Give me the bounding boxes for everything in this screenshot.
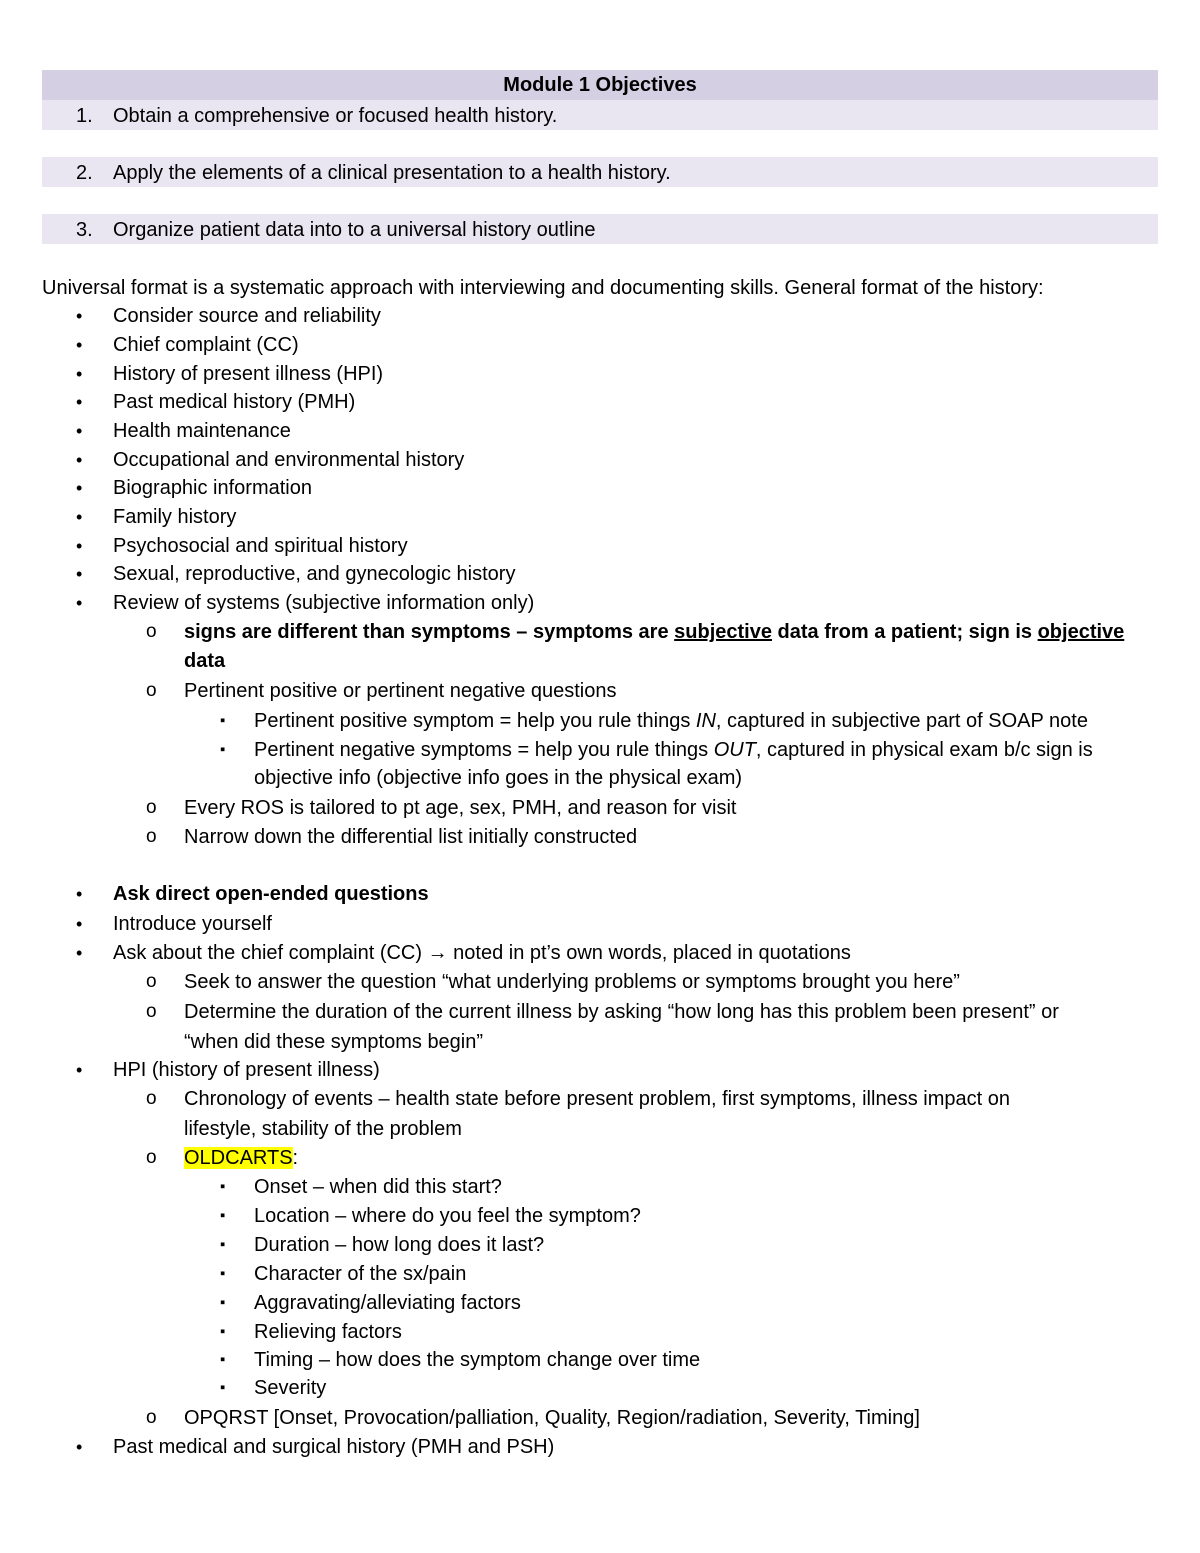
oldcarts-highlight: OLDCARTS xyxy=(184,1147,293,1169)
text-run: Pertinent positive symptom = help you rule things xyxy=(254,710,696,732)
sub-bullet-marker: o xyxy=(146,826,157,847)
arrow-right-icon: → xyxy=(427,942,448,964)
duration-item: Determine the duration of the current illness by asking “how long has this problem been present” or xyxy=(184,1001,1059,1023)
bullet-marker: • xyxy=(76,1060,83,1080)
oldcarts-subitem: Location – where do you feel the symptom? xyxy=(254,1205,641,1227)
bullet-marker: • xyxy=(76,943,83,963)
sub-bullet-marker: o xyxy=(146,680,157,701)
introduce-item: Introduce yourself xyxy=(113,913,272,935)
chronology-item: Chronology of events – health state before present problem, first symptoms, illness impact on xyxy=(184,1088,1010,1110)
text-run: Ask about the chief complaint (CC) xyxy=(113,942,428,964)
square-bullet-marker: ▪ xyxy=(220,1351,226,1368)
pertinent-questions-item: Pertinent positive or pertinent negative questions xyxy=(184,680,617,702)
oldcarts-subitem: Duration – how long does it last? xyxy=(254,1234,545,1256)
objective-text: Organize patient data into to a universal history outline xyxy=(113,219,596,241)
sub-bullet-marker: o xyxy=(146,1407,157,1428)
title-bar xyxy=(42,70,1158,100)
signs-vs-symptoms-continuation: data xyxy=(184,650,226,672)
bullet-marker: • xyxy=(76,536,83,556)
chronology-continuation: lifestyle, stability of the problem xyxy=(184,1118,462,1140)
format-item: Psychosocial and spiritual history xyxy=(113,535,408,557)
square-bullet-marker: ▪ xyxy=(220,1236,226,1253)
objective-text: Apply the elements of a clinical presentation to a health history. xyxy=(113,162,671,184)
format-item: Chief complaint (CC) xyxy=(113,334,299,356)
text-run: signs are different than symptoms – symptoms are xyxy=(184,621,675,643)
square-bullet-marker: ▪ xyxy=(220,712,226,729)
square-bullet-marker: ▪ xyxy=(220,1178,226,1195)
sub-bullet-marker: o xyxy=(146,797,157,818)
text-run: : xyxy=(292,1147,299,1169)
bullet-marker: • xyxy=(76,421,83,441)
oldcarts-subitem: Severity xyxy=(254,1377,327,1399)
sub-bullet-marker: o xyxy=(146,1088,157,1109)
objective-number: 2. xyxy=(76,162,93,184)
ask-direct-item: Ask direct open-ended questions xyxy=(113,883,429,905)
signs-vs-symptoms-line xyxy=(184,619,1124,645)
bullet-marker: • xyxy=(76,507,83,527)
underlined-text: objective xyxy=(1037,621,1125,643)
bullet-marker: • xyxy=(76,593,83,613)
bullet-marker: • xyxy=(76,450,83,470)
format-item: Sexual, reproductive, and gynecologic history xyxy=(113,563,516,585)
oldcarts-subitem: Onset – when did this start? xyxy=(254,1176,502,1198)
square-bullet-marker: ▪ xyxy=(220,1379,226,1396)
underlined-text: subjective xyxy=(674,621,772,643)
format-item: Family history xyxy=(113,506,237,528)
italic-text: OUT xyxy=(713,739,756,761)
square-bullet-marker: ▪ xyxy=(220,1207,226,1224)
square-bullet-marker: ▪ xyxy=(220,741,226,758)
objective-number: 3. xyxy=(76,219,93,241)
format-item: Biographic information xyxy=(113,477,312,499)
sub-bullet-marker: o xyxy=(146,1147,157,1168)
text-run: , captured in physical exam b/c sign is xyxy=(755,739,1093,761)
sub-bullet-marker: o xyxy=(146,621,157,642)
pertinent-negative-continuation: objective info (objective info goes in the physical exam) xyxy=(254,767,743,789)
oldcarts-subitem: Timing – how does the symptom change over time xyxy=(254,1349,701,1371)
pmh-item: Past medical and surgical history (PMH and PSH) xyxy=(113,1436,555,1458)
bullet-marker: • xyxy=(76,364,83,384)
oldcarts-item xyxy=(184,1145,298,1171)
square-bullet-marker: ▪ xyxy=(220,1265,226,1282)
seek-item: Seek to answer the question “what underlying problems or symptoms brought you here” xyxy=(184,971,960,993)
bullet-marker: • xyxy=(76,884,83,904)
oldcarts-subitem: Relieving factors xyxy=(254,1321,402,1343)
oldcarts-subitem: Character of the sx/pain xyxy=(254,1263,467,1285)
bullet-marker: • xyxy=(76,335,83,355)
format-item: Consider source and reliability xyxy=(113,305,381,327)
text-run: data from a patient; sign is xyxy=(771,621,1038,643)
bullet-marker: • xyxy=(76,478,83,498)
format-item: Health maintenance xyxy=(113,420,291,442)
intro-paragraph: Universal format is a systematic approach with interviewing and documenting skills. General format of the history: xyxy=(42,277,1044,299)
bullet-marker: • xyxy=(76,914,83,934)
format-item: Past medical history (PMH) xyxy=(113,391,356,413)
duration-continuation: “when did these symptoms begin” xyxy=(184,1031,484,1053)
bullet-marker: • xyxy=(76,392,83,412)
square-bullet-marker: ▪ xyxy=(220,1294,226,1311)
format-item: History of present illness (HPI) xyxy=(113,363,384,385)
oldcarts-subitem: Aggravating/alleviating factors xyxy=(254,1292,521,1314)
text-run: noted in pt’s own words, placed in quotations xyxy=(447,942,851,964)
text-run: , captured in subjective part of SOAP note xyxy=(715,710,1088,732)
sub-bullet-marker: o xyxy=(146,971,157,992)
objective-text: Obtain a comprehensive or focused health history. xyxy=(113,105,558,127)
sub-bullet-marker: o xyxy=(146,1001,157,1022)
page-title: Module 1 Objectives xyxy=(503,74,697,96)
square-bullet-marker: ▪ xyxy=(220,1323,226,1340)
format-item: Review of systems (subjective information only) xyxy=(113,592,535,614)
chief-complaint-item xyxy=(113,940,851,966)
hpi-item: HPI (history of present illness) xyxy=(113,1059,380,1081)
pertinent-positive-item xyxy=(254,708,1088,734)
text-run: Pertinent negative symptoms = help you rule things xyxy=(254,739,714,761)
bullet-marker: • xyxy=(76,1437,83,1457)
ros-tailored-item: Every ROS is tailored to pt age, sex, PMH, and reason for visit xyxy=(184,797,737,819)
objective-number: 1. xyxy=(76,105,93,127)
bullet-marker: • xyxy=(76,306,83,326)
opqrst-item: OPQRST [Onset, Provocation/palliation, Quality, Region/radiation, Severity, Timing] xyxy=(184,1407,920,1429)
pertinent-negative-item xyxy=(254,737,1093,763)
italic-text: IN xyxy=(695,710,716,732)
format-item: Occupational and environmental history xyxy=(113,449,465,471)
narrow-differential-item: Narrow down the differential list initially constructed xyxy=(184,826,638,848)
bullet-marker: • xyxy=(76,564,83,584)
